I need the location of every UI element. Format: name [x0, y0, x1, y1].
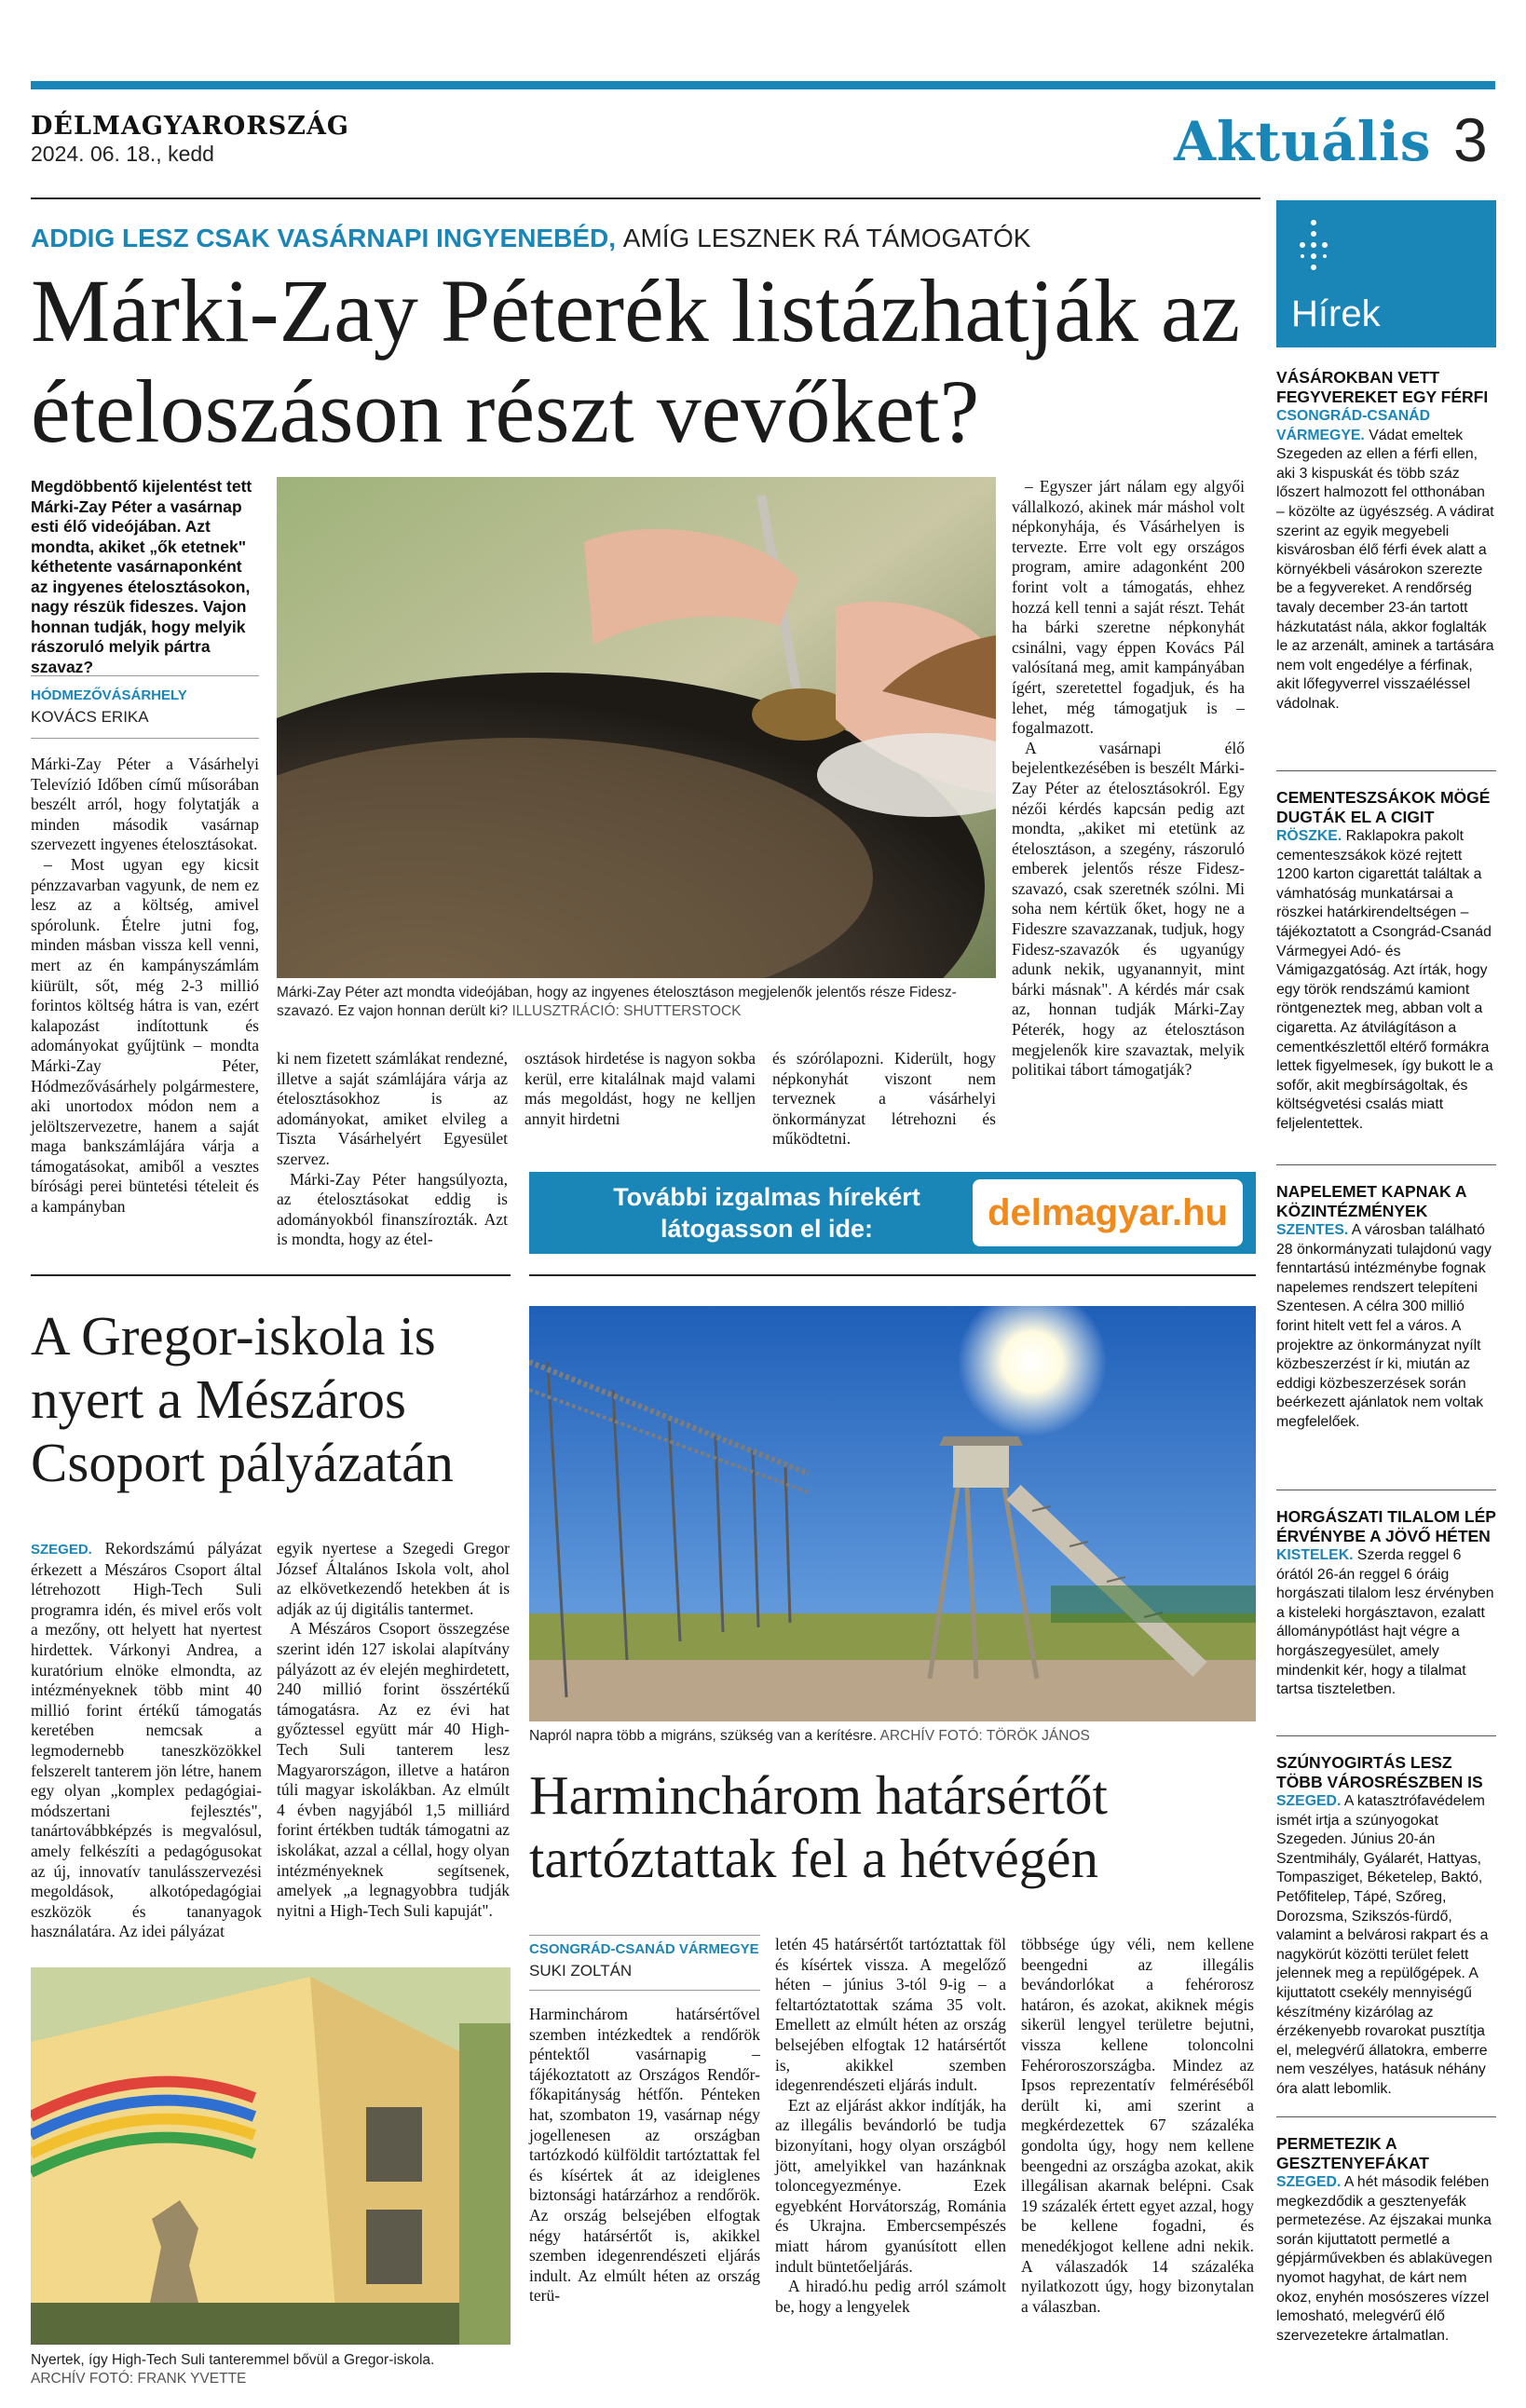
- article3-author: SUKI ZOLTÁN: [529, 1962, 633, 1979]
- article1-photo-caption: Márki-Zay Péter azt mondta videójában, hogy az ingyenes ételosztáson megjelenők jelentős része Fidesz-szavazó. Ez vajon honnan derült ki? ILLUSZTRÁCIÓ: SHUTTERSTOCK: [277, 985, 957, 1019]
- section-rule: [529, 1274, 1256, 1276]
- article1-lead: Megdöbbentő kijelentést tett Márki-Zay Péter a vasárnap esti élő videójában. Azt mondta, akiket „ők etetnek" kéthetente vasárnaponként az ingyenes ételosztásokon, nagy részük fideszes. Vajon honnan tudják, hogy melyik rászoruló melyik pártra szavaz?: [31, 477, 252, 676]
- article1-column-2: ki nem fizetett számlákat rendezné, illetve a saját számlájára várja az ételosztásokhoz is az adományokat, amiket elvileg a Tiszta Vásárhelyért Egyesület szervez. Márki-Zay Péter hangsúlyozta, az ételosztásokat eddig is adományokból finanszírozták. Azt is mondta, hogy az étel-: [277, 1049, 508, 1249]
- brief: SZÚNYOGIRTÁS LESZ TÖBB VÁROSRÉSZBEN IS SZEGED. A katasztrófavédelem ismét irtja a szúnyogokat Szegeden. Június 20-án Szentmihály, Gyálarét, Hattyas, Tompasziget, Béketelep, Baktó, Petőfitelep, Tápé, Szőreg, Dorozsma, Szikszós-fürdő, valamint a belvárosi rakpart és a nagykörút közötti terület felett jelennek meg a repülőgépek. A kijuttatott csekély mennyiségű készítmény kizárólag az érzékenyebb rovarokat pusztítja el, melegvérű állatokra, emberre nem veszélyes, hatásuk néhány óra alatt lebomlik.: [1276, 1753, 1489, 2097]
- article1-headline: Márki-Zay Péterék listázhatják az ételoszáson részt vevőket?: [31, 261, 1241, 461]
- brief: NAPELEMET KAPNAK A KÖZINTÉZMÉNYEK SZENTES. A városban található 28 önkormányzati tulajdonú vagy fenntartású intézménybe fognak napelemes rendszert telepíteni Szentesen. A célra 300 millió forint hitelt vett fel a város. A projektre az önkormányzat nyílt közbeszerzést ír ki, miután az eddigi közbeszerzések során beérkezett ajánlatok nem voltak megfelelőek.: [1276, 1182, 1492, 1430]
- article2-column-1: SZEGED. Rekordszámú pályázat érkezett a Mészáros Csoport által létrehozott High-Tech Suli programra idén, és mivel erős volt a mezőny, ott helyett hat nyertest hirdettek. Várkonyi Andrea, a kuratórium elnöke elmondta, az intézményeknek több mint 40 millió forint értékű támogatás keretében nemcsak a legmodernebb taneszközökkel felszerelt tanterem jön létre, hanem egy olyan „komplex pedagógiai-módszertani fejlesztés", tanártovábbképzés is megvalósul, amely felkészíti a pedagógusokat az új, innovatív tanulásszervezési megoldások, alkotópedagógiai eszközök és tananyagok használatára. Az idei pályázat: [31, 1539, 262, 1941]
- divider: [31, 675, 259, 676]
- article1-column-4: és szórólapozni. Kiderült, hogy népkonyhát viszont nem terveznek a vásárhelyi önkormányzat létrehozni és működtetni.: [772, 1049, 996, 1149]
- banner-site-link[interactable]: delmagyar.hu: [973, 1179, 1243, 1246]
- brief: VÁSÁROKBAN VETT FEGYVEREKET EGY FÉRFI CSONGRÁD-CSANÁD VÁRMEGYE. Vádat emeltek Szegeden az ellen a férfi ellen, aki 3 kispuskát és több száz lőszert halmozott fel otthonában – közölte az ügyészség. A vádirat szerint az egyik megyebeli kisvárosban élő férfi évek alatt a környékbeli vásárokon szerezte be a fegyvereket. A rendőrség tavaly december 23-án tartott házkutatást nála, akkor foglalták le az arzenált, aminek a tartására nem volt engedélye a férfinak, akit lőfegyverrel visszaéléssel vádolnak.: [1276, 368, 1494, 712]
- divider: [1276, 2116, 1496, 2117]
- article2-column-2: egyik nyertese a Szegedi Gregor József Általános Iskola volt, ahol az elkövetkezendő hetekben át is adják az új digitális tantermet. A Mészáros Csoport összegzése szerint idén 127 iskolai alapítvány pályázott az év elején meghirdetett, 240 millió forint összértékű támogatásra. Az ez évi hat győztessel együtt már 40 High-Tech Suli tanterem lesz Magyarországon, illetve a határon túli magyar iskolákban. Az elmúlt 4 évben nagyjából 1,5 milliárd forint értékben tudták támogatni az iskolákat, azzal a céllal, hogy olyan intézményeknek segítsenek, amelyek „a legnagyobbra tudják nyitni a High-Tech Suli kapuját".: [277, 1539, 510, 1920]
- article1-column-5: – Egyszer járt nálam egy algyői vállalkozó, akinek már máshol volt népkonyhája, és Vásárhelyen is tervezte. Erre volt egy országos program, amire adagonként 200 forint volt a támogatás, ehhez hozzá kell tenni a saját részt. Tehát ha bárki szeretne népkonyhát csinálni, vagy éppen Kovács Pál valósítaná meg, amit kampányában ígért, szeretettel fogadjuk, és ha lehet, még támogatjuk is – fogalmazott. A vasárnapi élő bejelentkezésében is beszélt Márki-Zay Péter az ételosztásokról. Egy nézői kérdés kapcsán pedig azt mondta, „akiket mi etetünk az ételosztáson, a szegény, rászoruló emberek jelentős része Fidesz-szavazó, csak szeretnék szólni. Mi soha nem kértük őket, hogy ne a Fideszre szavazzanak, tudjuk, hogy Fidesz-szavazók és ugyanúgy adunk nekik, ugyanannyit, mint bárki másnak". A kérdés már csak az, honnan tudják Márki-Zay Péterék, hogy az ételosztáson megjelenők kire szavaztak, melyik politikai tábort támogatják?: [1012, 477, 1245, 1080]
- article2-headline: A Gregor-iskola is nyert a Mészáros Csoport pályázatán: [31, 1305, 454, 1493]
- article1-column-3: osztások hirdetése is nagyon sokba kerül, erre kitalálnak majd valami más megoldást, hogy ne kelljen annyit hirdetni: [525, 1049, 756, 1128]
- article3-column-2: letén 45 határsértőt tartóztattak föl és kísértek vissza. A megelőző héten – június 3-tól 9-ig – a feltartóztatottak száma 35 volt. Emellett az elmúlt héten az ország belsejében elfogtak 12 határsértőt is, akikkel szemben idegenrendészeti eljárás indult. Ezt az eljárást akkor indítják, ha az illegális bevándorló be tudja bizonyítani, hogy olyan országból jött, amelyikkel van hazánknak toloncegyezménye. Ezek egyebként Horvátország, Románia és Ukrajna. Embercsempészés miatt három gyanúsított ellen indult büntetőeljárás. A hiradó.hu pedig arról számolt be, hogy a lengyelek: [775, 1935, 1006, 2316]
- article1-author: KOVÁCS ERIKA: [31, 708, 149, 726]
- article1-column-1: Márki-Zay Péter a Vásárhelyi Televízió Időben című műsorában beszélt arról, hogy folytatják a minden második vasárnap szervezett ingyenes ételosztásokat. – Most ugyan egy kicsit pénzzavarban vagyunk, de nem ez lesz az a költség, amivel spórolunk. Ételre jutni fog, minden másban vissza kell venni, mert az én kampányszámlám kiürült, sőt, még 2-3 millió forintos költség hátra is van, ezért kalapozást indítottunk és adományokat gyűjtünk – mondta Márki-Zay Péter, Hódmezővásárhely polgármestere, aki unortodox módon nem a jelöltszervezetre, hanem a saját maga bankszámlájára várja a támogatásokat, amiből a vesztes bírósági perei büntetési tételeit és a kampányban: [31, 755, 259, 1217]
- article3-column-3: többsége úgy véli, nem kellene beengedni az illegális bevándorlókat a fehérorosz határon, és azokat, akiknek mégis sikerül lengyel területre bejutni, vissza kellene toloncolni Fehéroroszországba. Mindez az Ipsos reprezentatív felméréséből derült ki, ami szerint a megkérdezettek 67 százaléka gondolta úgy, hogy nem kellene beengedni az országba azokat, akik illegálisan akarnak belépni. Csak 19 százalék értett egyet azzal, hogy be kellene fogadni, és menedékjogot kellene adni nekik. A válaszadók 14 százaléka nyilatkozott úgy, hogy bizonytalan a válaszban.: [1021, 1935, 1254, 2316]
- article3-column-1: Harminchárom határsértővel szemben intézkedtek a rendőrök péntektől vasárnapig – tájékoztatott az Országos Rendőr-főkapitányság hétfőn. Pénteken hat, szombaton 19, vasárnap négy jogellenesen az országban tartózkodó külföldit tartóztattak fel és kísértek át az ideiglenes biztonsági határzárhoz a rendőrök. Az ország belsejében elfogtak négy határsértőt is, akikkel szemben idegenrendészeti eljárás indult. Az elmúlt héten az ország terü-: [529, 2005, 760, 2306]
- top-accent-bar: [31, 81, 1495, 89]
- article3-headline: Harminchárom határsértőt tartóztattak fel a hétvégén: [529, 1764, 1108, 1889]
- article1-place: HÓDMEZŐVÁSÁRHELY: [31, 687, 187, 703]
- article2-photo-caption: Nyertek, így High-Tech Suli tanteremmel bővül a Gregor-iskola. ARCHÍV FOTÓ: FRANK YVETTE: [31, 2352, 435, 2387]
- article1-photo: [277, 477, 996, 978]
- section-title: Aktuális: [1174, 110, 1432, 173]
- banner-text: További izgalmas hírekért látogasson el ide:: [613, 1183, 920, 1243]
- sidebar-briefs: [1276, 368, 1496, 2346]
- news-icon: [1293, 217, 1334, 273]
- brief: CEMENTESZSÁKOK MÖGÉ DUGTÁK EL A CIGIT RÖSZKE. Raklapokra pakolt cementeszsákok közé rejtett 1200 karton cigarettát találtak a vámhatóság munkatársai a röszkei határkirendeltségen – tájékoztatott a Csongrád-Csanád Vármegyei Adó- és Vámigazgatóság. Azt írták, hogy egy török rendszámú kamiont röntgeneztek meg, abban volt a cigaretta. Az átvilágításon a cementkészlettől eltérő formákra lettek figyelmesek, így bukott le a sofőr, akit megbírságoltak, és költségvetési csalás miatt feljelentettek.: [1276, 788, 1493, 1132]
- divider: [1276, 1164, 1496, 1165]
- page-number: 3: [1453, 105, 1488, 174]
- sidebar-header: [1276, 200, 1496, 347]
- divider: [1276, 1735, 1496, 1736]
- article3-place: CSONGRÁD-CSANÁD VÁRMEGYE: [529, 1941, 759, 1957]
- issue-date: 2024. 06. 18., kedd: [31, 142, 214, 166]
- article2-place: SZEGED.: [31, 1542, 92, 1558]
- article3-photo-caption: Napról napra több a migráns, szükség van a kerítésre. ARCHÍV FOTÓ: TÖRÖK JÁNOS: [529, 1728, 1090, 1744]
- article1-kicker: ADDIG LESZ CSAK VASÁRNAPI INGYENEBÉD, AMÍG LESZNEK RÁ TÁMOGATÓK: [31, 224, 1031, 252]
- divider: [529, 1935, 760, 1936]
- header-rule: [31, 197, 1260, 199]
- promo-banner[interactable]: [529, 1172, 1256, 1254]
- newspaper-name: DÉLMAGYARORSZÁG: [31, 112, 349, 141]
- section-rule: [31, 1274, 511, 1276]
- sidebar-label: Hírek: [1291, 293, 1381, 334]
- brief: HORGÁSZATI TILALOM LÉP ÉRVÉNYBE A JÖVŐ HÉTEN KISTELEK. Szerda reggel 6 órától 26-án reggel 6 óráig horgászati tilalom lesz érvényben a kisteleki horgásztavon, ezalatt állománypótlást hajt végre a horgászegyesület, amely mindenkit kér, hogy a tilalmat tartsa tiszteletben.: [1276, 1507, 1496, 1698]
- brief: PERMETEZIK A GESZTENYEFÁKAT SZEGED. A hét második felében megkezdődik a gesztenyefák permetezése. Az éjszakai munka során kijuttatott permetlé a gépjárművekben és ablaküvegen nyomot hagyhat, de kárt nem okoz, enyhén mosószeres vízzel lemosható, melegvérű élő szervezetekre ártalmatlan.: [1276, 2134, 1492, 2344]
- divider: [1276, 770, 1496, 771]
- article2-photo: [31, 1967, 511, 2345]
- divider: [529, 1990, 760, 1991]
- divider: [31, 738, 259, 739]
- article3-photo: [529, 1306, 1256, 1721]
